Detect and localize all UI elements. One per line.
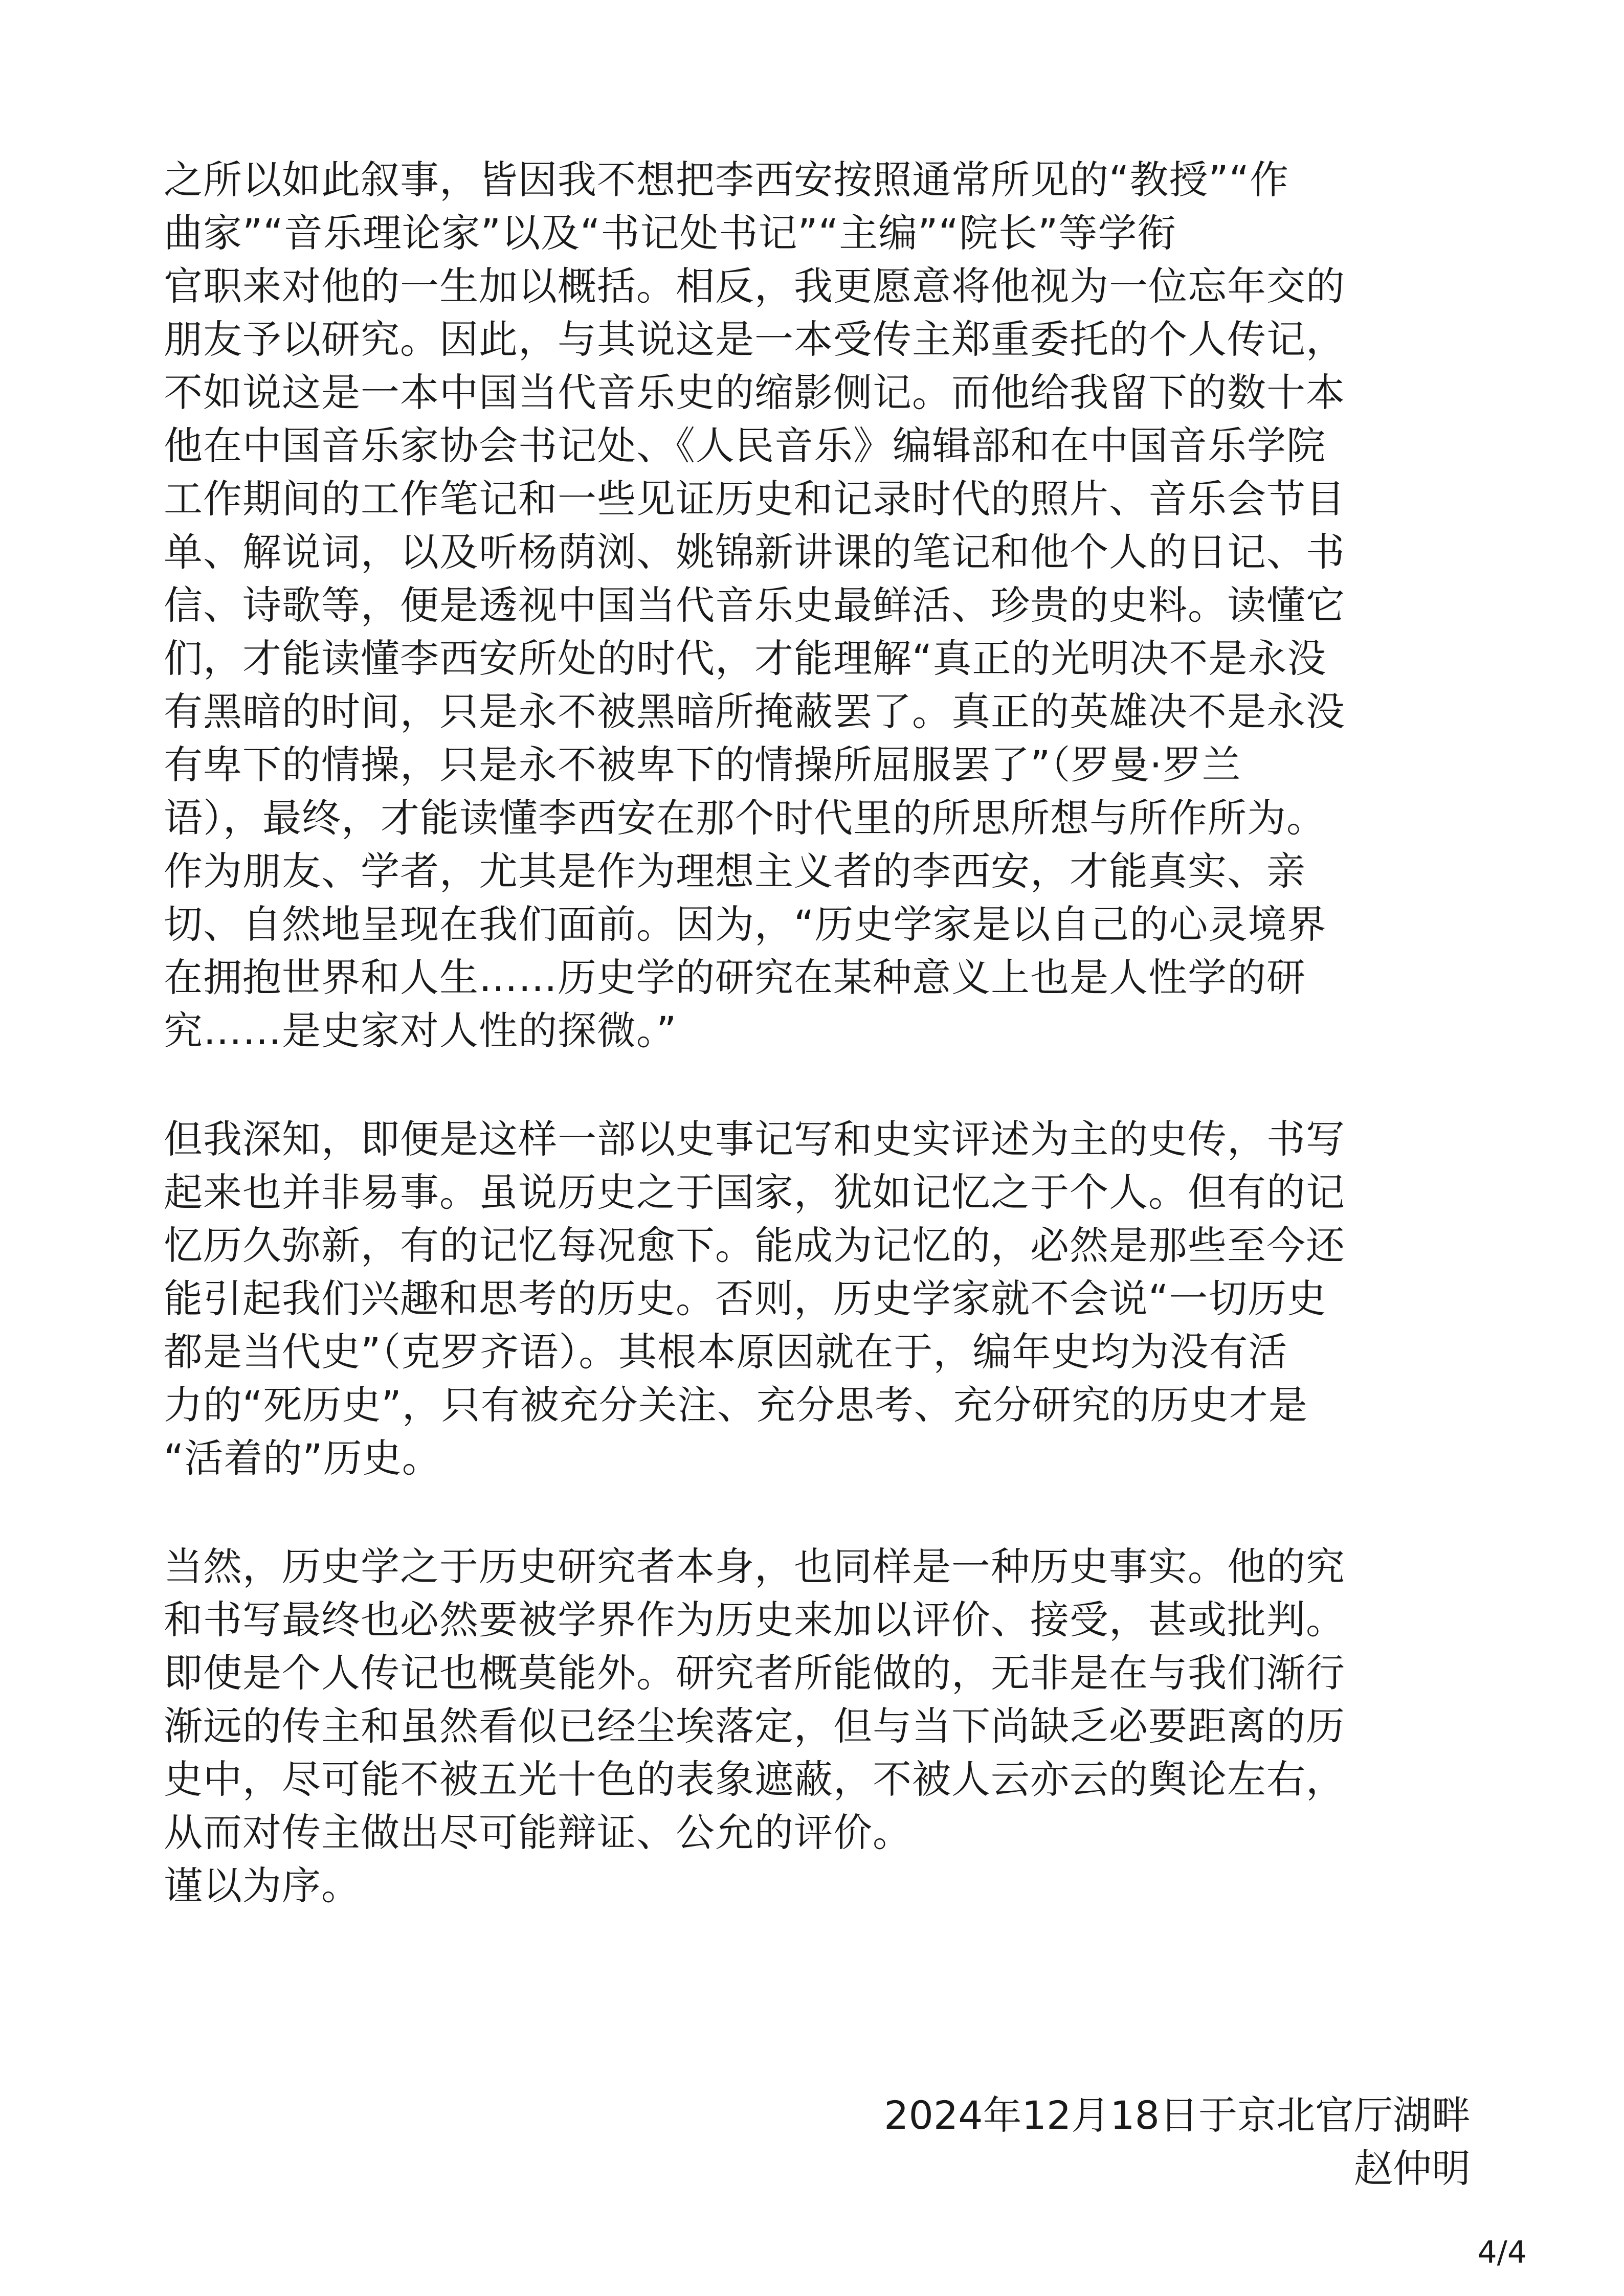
text-line: “活着的”历史。 bbox=[164, 1435, 441, 1481]
text-line: 当然，历史学之于历史研究者本身，也同样是一种历史事实。他的究 bbox=[164, 1544, 1345, 1589]
text-line: 他在中国音乐家协会书记处、《人民音乐》编辑部和在中国音乐学院 bbox=[164, 423, 1326, 468]
text-line: 有卑下的情操，只是永不被卑下的情操所屈服罢了”（罗曼·罗兰 bbox=[164, 742, 1241, 787]
text-line: 究……是史家对人性的探微。” bbox=[164, 1008, 677, 1053]
text-line: 切、自然地呈现在我们面前。因为，“历史学家是以自己的心灵境界 bbox=[164, 902, 1327, 947]
text-line: 有黑暗的时间，只是永不被黑暗所掩蔽罢了。真正的英雄决不是永没 bbox=[164, 689, 1345, 734]
text-line: 们，才能读懂李西安所处的时代，才能理解“真正的光明决不是永没 bbox=[164, 636, 1327, 681]
text-line: 谨以为序。 bbox=[164, 1863, 361, 1908]
text-line: 朋友予以研究。因此，与其说这是一本受传主郑重委托的个人传记， bbox=[164, 317, 1345, 362]
text-line: 官职来对他的一生加以概括。相反，我更愿意将他视为一位忘年交的 bbox=[164, 263, 1345, 309]
text-line: 史中，尽可能不被五光十色的表象遮蔽，不被人云亦云的舆论左右， bbox=[164, 1757, 1345, 1802]
paragraph-1 bbox=[164, 153, 1463, 1057]
text-line: 但我深知，即便是这样一部以史事记写和史实评述为主的史传，书写 bbox=[164, 1116, 1345, 1162]
text-line: 之所以如此叙事，皆因我不想把李西安按照通常所见的“教授”“作 bbox=[164, 157, 1289, 202]
text-line: 工作期间的工作笔记和一些见证历史和记录时代的照片、音乐会节目 bbox=[164, 476, 1345, 522]
text-line: 即使是个人传记也概莫能外。研究者所能做的，无非是在与我们渐行 bbox=[164, 1650, 1345, 1696]
text-line: 作为朋友、学者，尤其是作为理想主义者的李西安，才能真实、亲 bbox=[164, 848, 1306, 894]
text-line: 力的“死历史”，只有被充分关注、充分思考、充分研究的历史才是 bbox=[164, 1382, 1308, 1428]
text-line: 都是当代史”（克罗齐语）。其根本原因就在于，编年史均为没有活 bbox=[164, 1329, 1288, 1375]
text-line: 曲家”“音乐理论家”以及“书记处书记”“主编”“院长”等学衔 bbox=[164, 210, 1177, 256]
text-line: 和书写最终也必然要被学界作为历史来加以评价、接受，甚或批判。 bbox=[164, 1597, 1345, 1642]
text-line: 起来也并非易事。虽说历史之于国家，犹如记忆之于个人。但有的记 bbox=[164, 1169, 1345, 1215]
text-line: 单、解说词，以及听杨荫浏、姚锦新讲课的笔记和他个人的日记、书 bbox=[164, 529, 1345, 575]
text-line: 信、诗歌等，便是透视中国当代音乐史最鲜活、珍贵的史料。读懂它 bbox=[164, 582, 1345, 628]
text-line: 不如说这是一本中国当代音乐史的缩影侧记。而他给我留下的数十本 bbox=[164, 370, 1345, 415]
text-line: 忆历久弥新，有的记忆每况愈下。能成为记忆的，必然是那些至今还 bbox=[164, 1223, 1345, 1268]
signature-block bbox=[767, 2089, 1471, 2195]
text-line: 语），最终，才能读懂李西安在那个时代里的所思所想与所作所为。 bbox=[164, 795, 1326, 841]
document-body bbox=[164, 153, 1463, 1912]
signature-date-place: 2024年12月18日于京北官厅湖畔 bbox=[884, 2092, 1471, 2138]
text-line: 能引起我们兴趣和思考的历史。否则，历史学家就不会说“一切历史 bbox=[164, 1276, 1327, 1321]
paragraph-3 bbox=[164, 1540, 1463, 1912]
page-number: 4/4 bbox=[1477, 2235, 1527, 2270]
text-line: 渐远的传主和虽然看似已经尘埃落定，但与当下尚缺乏必要距离的历 bbox=[164, 1703, 1345, 1749]
paragraph-2 bbox=[164, 1113, 1463, 1485]
text-line: 从而对传主做出尽可能辩证、公允的评价。 bbox=[164, 1810, 912, 1855]
signature-author: 赵仲明 bbox=[1354, 2146, 1471, 2191]
text-line: 在拥抱世界和人生……历史学的研究在某种意义上也是人性学的研 bbox=[164, 955, 1306, 1000]
